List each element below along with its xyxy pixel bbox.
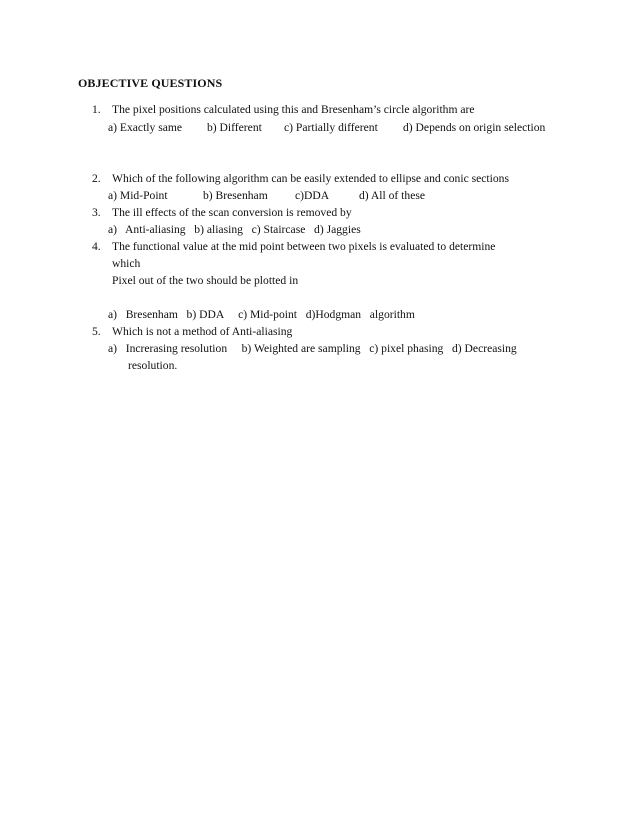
question-1-option-a: a) Exactly same	[108, 121, 183, 134]
question-5-number: 5.	[92, 325, 101, 338]
question-3-text: The ill effects of the scan conversion is removed by	[112, 206, 352, 219]
question-2-text: Which of the following algorithm can be easily extended to ellipse and conic sections	[112, 172, 509, 185]
question-4-options: a) Bresenham b) DDA c) Mid-point d)Hodgman algorithm	[108, 308, 415, 321]
question-5-text: Which is not a method of Anti-aliasing	[112, 325, 293, 338]
question-2-option-b: b) Bresenham	[203, 189, 268, 202]
question-2-number: 2.	[92, 172, 101, 185]
question-2-option-c: c)DDA	[295, 189, 330, 202]
question-5-options-continued: resolution.	[128, 359, 178, 372]
question-1-option-b: b) Different	[207, 121, 262, 134]
question-1-option-c: c) Partially different	[284, 121, 378, 134]
question-3-options: a) Anti-aliasing b) aliasing c) Staircase d) Jaggies	[108, 223, 361, 236]
question-4-number: 4.	[92, 240, 101, 253]
section-heading: OBJECTIVE QUESTIONS	[78, 76, 223, 90]
question-5-options: a) Increrasing resolution b) Weighted are sampling c) pixel phasing d) Decreasing	[108, 342, 517, 355]
question-1-number: 1.	[92, 103, 101, 116]
question-2-option-d: d) All of these	[359, 189, 426, 202]
question-3-number: 3.	[92, 206, 101, 219]
question-2-option-a: a) Mid-Point	[108, 189, 168, 202]
question-1-option-d: d) Depends on origin selection	[403, 121, 546, 134]
question-4-text-continued: which	[112, 257, 141, 270]
question-1-text: The pixel positions calculated using this and Bresenham’s circle algorithm are	[112, 103, 475, 116]
question-4-text-line3: Pixel out of the two should be plotted in	[112, 274, 299, 287]
question-4-text: The functional value at the mid point between two pixels is evaluated to determine	[112, 240, 496, 253]
